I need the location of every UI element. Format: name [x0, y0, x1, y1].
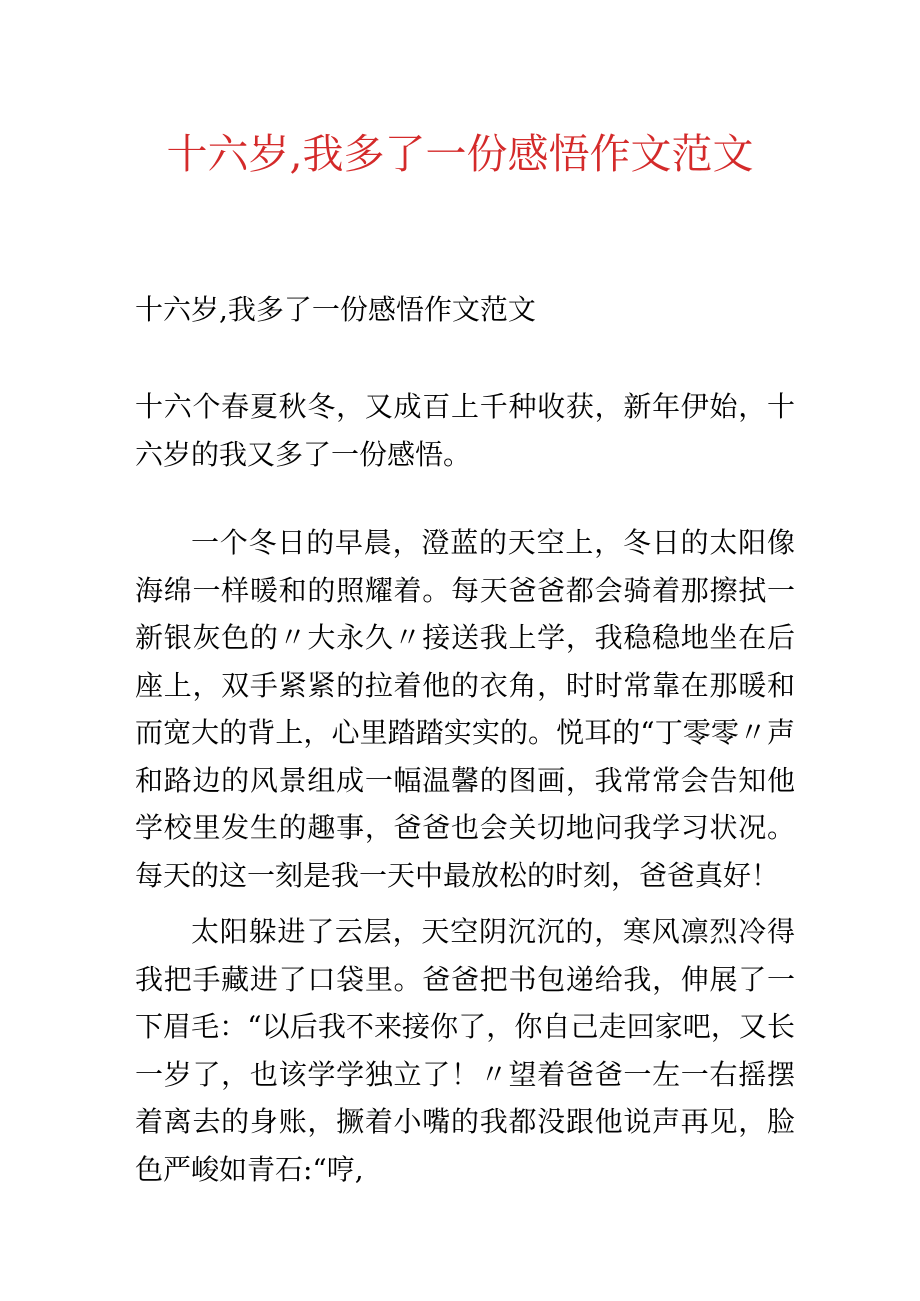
paragraph-block-2: [135, 908, 795, 1193]
document-title: 十六岁,我多了一份感悟作文范文: [166, 130, 754, 178]
body-paragraph-1: 一个冬日的早晨，澄蓝的天空上，冬日的太阳像海绵一样暖和的照耀着。每天爸爸都会骑着那擦拭一新银灰色的〃大永久〃接送我上学，我稳稳地坐在后座上，双手紧紧的拉着他的衣角，时时常靠在那暖和而宽大的背上，心里踏踏实实的。悦耳的“丁零零〃声和路边的风景组成一幅温馨的图画，我常常会告知他学校里发生的趣事，爸爸也会关切地问我学习状况。每天的这一刻是我一天中最放松的时刻，爸爸真好！: [135, 526, 795, 892]
intro-paragraph: 十六个春夏秋冬，又成百上千种收获，新年伊始，十六岁的我又多了一份感悟。: [135, 390, 795, 471]
intro-block: [135, 383, 795, 478]
body-paragraph-2: 太阳躲进了云层，天空阴沉沉的，寒风凛烈冷得我把手藏进了口袋里。爸爸把书包递给我，伸展了一下眉毛：“以后我不来接你了，你自己走回家吧，又长一岁了，也该学学独立了！〃望着爸爸一左一右摇摆着离去的身账，撅着小嘴的我都没跟他说声再见，脸色严峻如青石:“哼,: [135, 915, 795, 1186]
paragraph-block-1: [135, 519, 795, 899]
document-subtitle: 十六岁,我多了一份感悟作文范文: [135, 293, 536, 326]
